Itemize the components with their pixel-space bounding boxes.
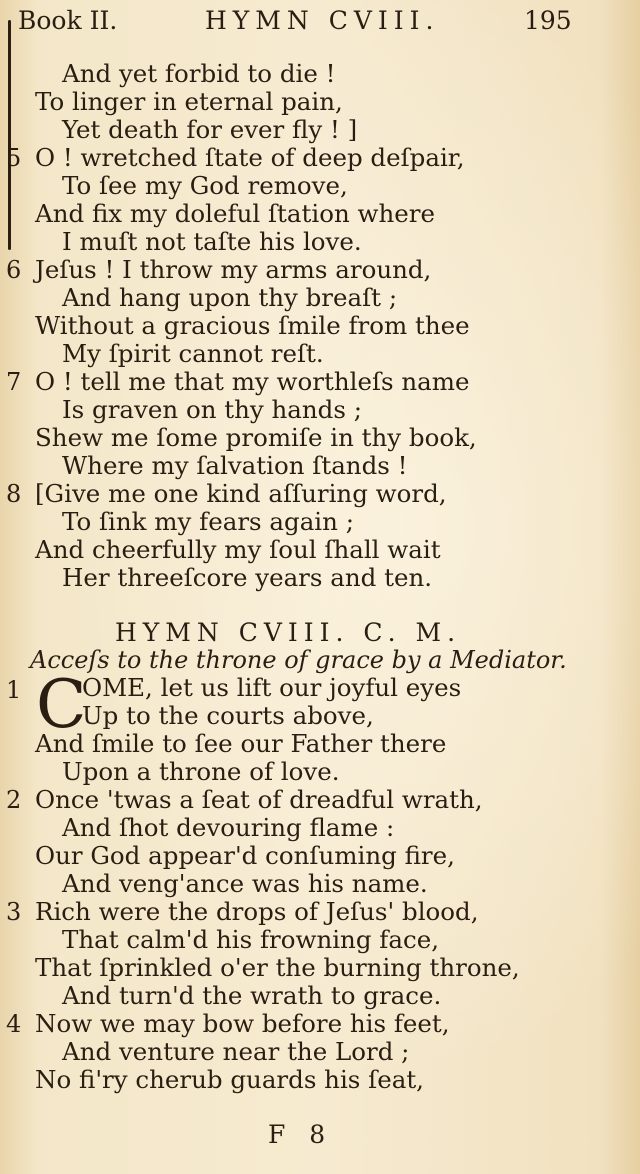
- verse-line: And turn'd the wrath to grace.: [62, 981, 442, 1010]
- verse-line: And venture near the Lord ;: [62, 1037, 410, 1066]
- stanza-number: 5: [6, 144, 22, 172]
- verse-line: Her threeſcore years and ten.: [62, 563, 433, 592]
- verse-line: O ! wretched ſtate of deep deſpair,: [35, 143, 465, 172]
- verse-line: To linger in eternal pain,: [35, 87, 343, 116]
- stanza-number: 2: [6, 786, 22, 814]
- hymn-header: HYMN CVIII.: [205, 6, 440, 35]
- verse-line: And veng'ance was his name.: [62, 869, 428, 898]
- drop-cap: C: [36, 666, 87, 743]
- verse-line: My ſpirit cannot reſt.: [62, 339, 324, 368]
- verse-line: Without a gracious ſmile from thee: [35, 311, 470, 340]
- stanza-number: 1: [6, 676, 22, 704]
- verse-line: To ſink my fears again ;: [62, 507, 354, 536]
- stanza-number: 7: [6, 368, 22, 396]
- verse-line: Jeſus ! I throw my arms around,: [35, 255, 432, 284]
- verse-line: Rich were the drops of Jeſus' blood,: [35, 897, 479, 926]
- verse-line: And ſhot devouring flame :: [62, 813, 395, 842]
- verse-line: Upon a throne of love.: [62, 757, 340, 786]
- verse-line: That ſprinkled o'er the burning throne,: [35, 953, 520, 982]
- verse-line: Now we may bow before his feet,: [35, 1009, 450, 1038]
- hymn-subtitle: Acceſs to the throne of grace by a Mediator.: [30, 646, 567, 674]
- verse-line: OME, let us lift our joyful eyes: [82, 673, 462, 702]
- verse-line: And fix my doleful ſtation where: [35, 199, 435, 228]
- page-binding-edge: [8, 20, 11, 250]
- verse-line: I muſt not taſte his love.: [62, 227, 362, 256]
- stanza-number: 6: [6, 256, 22, 284]
- verse-line: And cheerfully my ſoul ſhall wait: [35, 535, 441, 564]
- verse-line: Where my ſalvation ſtands !: [62, 451, 408, 480]
- stanza-number: 8: [6, 480, 22, 508]
- book-label: Book II.: [18, 6, 118, 35]
- verse-line: To ſee my God remove,: [62, 171, 348, 200]
- verse-line: No fi'ry cherub guards his ſeat,: [35, 1065, 424, 1094]
- running-header: [0, 6, 640, 46]
- stanza-number: 3: [6, 898, 22, 926]
- page-number: 195: [524, 6, 572, 35]
- verse-line: Up to the courts above,: [82, 701, 374, 730]
- verse-line: And ſmile to ſee our Father there: [35, 729, 447, 758]
- hymn-title: HYMN CVIII. C. M.: [115, 618, 462, 647]
- verse-line: [Give me one kind aſſuring word,: [35, 479, 447, 508]
- verse-line: Yet death for ever fly ! ]: [62, 115, 358, 144]
- verse-line: And yet forbid to die !: [62, 59, 336, 88]
- verse-line: O ! tell me that my worthleſs name: [35, 367, 470, 396]
- verse-line: Is graven on thy hands ;: [62, 395, 362, 424]
- stanza-number: 4: [6, 1010, 22, 1038]
- verse-line: And hang upon thy breaſt ;: [62, 283, 398, 312]
- verse-line: Once 'twas a ſeat of dreadful wrath,: [35, 785, 483, 814]
- verse-line: Our God appear'd conſuming fire,: [35, 841, 455, 870]
- verse-line: That calm'd his frowning face,: [62, 925, 439, 954]
- signature-mark: F 8: [268, 1120, 334, 1149]
- verse-line: Shew me ſome promiſe in thy book,: [35, 423, 477, 452]
